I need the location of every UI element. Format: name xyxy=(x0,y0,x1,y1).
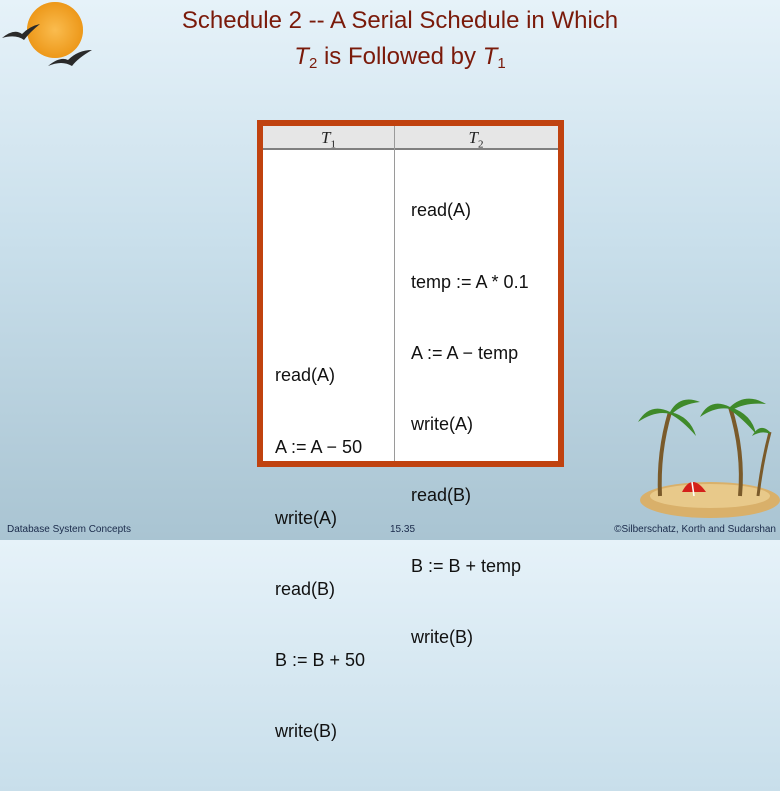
t2-op: read(A) xyxy=(411,200,472,221)
t2-op: write(A) xyxy=(411,413,473,434)
t1-op: write(B) xyxy=(275,720,337,741)
t1-op: A := A − 50 xyxy=(275,436,363,457)
header-t1: $T_1$ xyxy=(321,128,336,151)
table-header xyxy=(263,126,558,150)
t1-op: B := B + 50 xyxy=(275,649,366,670)
footer-book-title: Database System Concepts xyxy=(7,524,131,535)
slide-title-line2: $T_2$ is Followed by $T_1$ xyxy=(294,43,506,72)
t1-op: read(A) xyxy=(275,365,336,386)
t1-column xyxy=(275,317,365,791)
t2-op: temp := A * 0.1 xyxy=(411,271,529,292)
t2-op: read(B) xyxy=(411,484,472,505)
t2-column xyxy=(411,152,529,697)
t2-op: B := B + temp xyxy=(411,555,522,576)
footer-copyright: ©Silberschatz, Korth and Sudarshan xyxy=(614,524,776,535)
sun-bird-logo-icon xyxy=(0,0,100,80)
t2-op: A := A − temp xyxy=(411,342,519,363)
footer-page-number: 15.35 xyxy=(390,524,416,535)
t1-op: read(B) xyxy=(275,578,336,599)
t1-op: write(A) xyxy=(275,507,337,528)
t2-op: write(B) xyxy=(411,626,473,647)
header-t2: $T_2$ xyxy=(468,128,484,151)
palm-island-icon xyxy=(630,392,780,522)
slide-title-line1: Schedule 2 -- A Serial Schedule in Which xyxy=(181,7,619,34)
column-divider xyxy=(394,126,395,461)
